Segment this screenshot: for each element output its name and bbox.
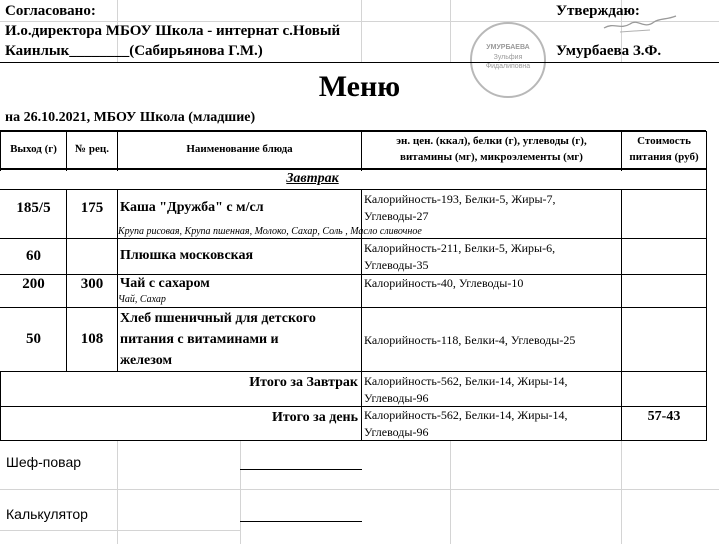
row-output: 60 [26,248,41,264]
row-ingredients: Чай, Сахар [118,294,166,305]
gridline [450,440,451,544]
gridline [117,440,118,544]
row-dish: Чай с сахаром [120,276,210,291]
gridline [621,440,622,544]
row-nutrition: Калорийность-193, Белки-5, Жиры-7, [364,192,556,206]
row-dish: Плюшка московская [120,248,254,263]
total-nutrition: Калорийность-562, Белки-14, Жиры-14, [364,408,568,422]
gridline [361,0,362,62]
chef-signature-line [240,469,362,470]
total-nutrition: Углеводы-96 [364,425,429,439]
calculator-signature-line [240,521,362,522]
row-dish: Хлеб пшеничный для детского [120,311,316,326]
row-recipe: 300 [80,276,104,292]
section-title: Завтрак [286,171,339,186]
row-recipe: 175 [80,200,104,216]
row-nutrition: Калорийность-40, Углеводы-10 [364,276,524,290]
approve-label: Утверждаю: [556,3,640,19]
col-header-output: Выход (г) [10,143,57,155]
row-border [0,406,706,407]
row-recipe: 108 [80,331,104,347]
row-border [0,371,706,372]
col-border [0,371,1,441]
row-output: 50 [26,331,41,347]
table-border [0,169,706,170]
menu-subtitle: на 26.10.2021, МБОУ Школа (младшие) [5,110,256,125]
stamp-line: УМУРБАЕВА [486,44,530,51]
col-header-nutrition: эн. цен. (ккал), белки (г), углеводы (г), [396,135,587,147]
stamp-line: Фидалиповна [485,63,531,70]
signature-icon [600,8,680,38]
row-border [0,307,706,308]
row-nutrition: Углеводы-27 [364,209,429,223]
gridline [0,489,719,490]
col-header-nutrition: витамины (мг), микроэлементы (мг) [400,151,583,163]
agreed-line-1: И.о.директора МБОУ Школа - интернат с.Новый [5,23,341,39]
subtotal-nutrition: Углеводы-96 [364,391,429,405]
row-dish: железом [120,353,173,368]
col-header-dish: Наименование блюда [186,143,293,155]
row-ingredients: Крупа рисовая, Крупа пшенная, Молоко, Сахар, Соль , Масло сливочное [118,226,422,237]
row-border [0,274,706,275]
col-border [621,189,622,441]
title-top-border [0,62,719,63]
agreed-line-2: Каинлык________(Сабирьянова Г.М.) [5,43,263,59]
gridline [0,530,240,531]
calculator-label: Калькулятор [6,506,88,522]
col-header-cost: Стоимость [637,135,691,147]
col-header-recipe: № рец. [75,143,109,155]
row-nutrition: Калорийность-211, Белки-5, Жиры-6, [364,241,556,255]
row-border [0,440,706,441]
row-dish: питания с витаминами и [120,332,279,347]
total-label: Итого за день [272,410,358,425]
total-cost: 57-43 [647,409,681,424]
approver-name: Умурбаева З.Ф. [556,43,662,59]
stamp-line: Зульфия [493,54,523,61]
agreed-label: Согласовано: [5,3,96,19]
subtotal-label: Итого за Завтрак [249,375,358,390]
table-border [0,131,706,132]
row-output: 185/5 [16,200,51,216]
row-nutrition: Углеводы-35 [364,258,429,272]
row-border [0,238,706,239]
row-border [0,189,706,190]
chef-label: Шеф-повар [6,454,82,470]
row-nutrition: Калорийность-118, Белки-4, Углеводы-25 [364,333,576,347]
row-output: 200 [22,276,45,292]
gridline [240,440,241,544]
col-header-cost: питания (руб) [629,151,699,163]
gridline [450,0,451,62]
subtotal-nutrition: Калорийность-562, Белки-14, Жиры-14, [364,374,568,388]
row-dish: Каша "Дружба" с м/сл [120,200,264,215]
page-title: Меню [318,70,401,103]
col-border [117,189,118,371]
col-border [706,131,707,441]
